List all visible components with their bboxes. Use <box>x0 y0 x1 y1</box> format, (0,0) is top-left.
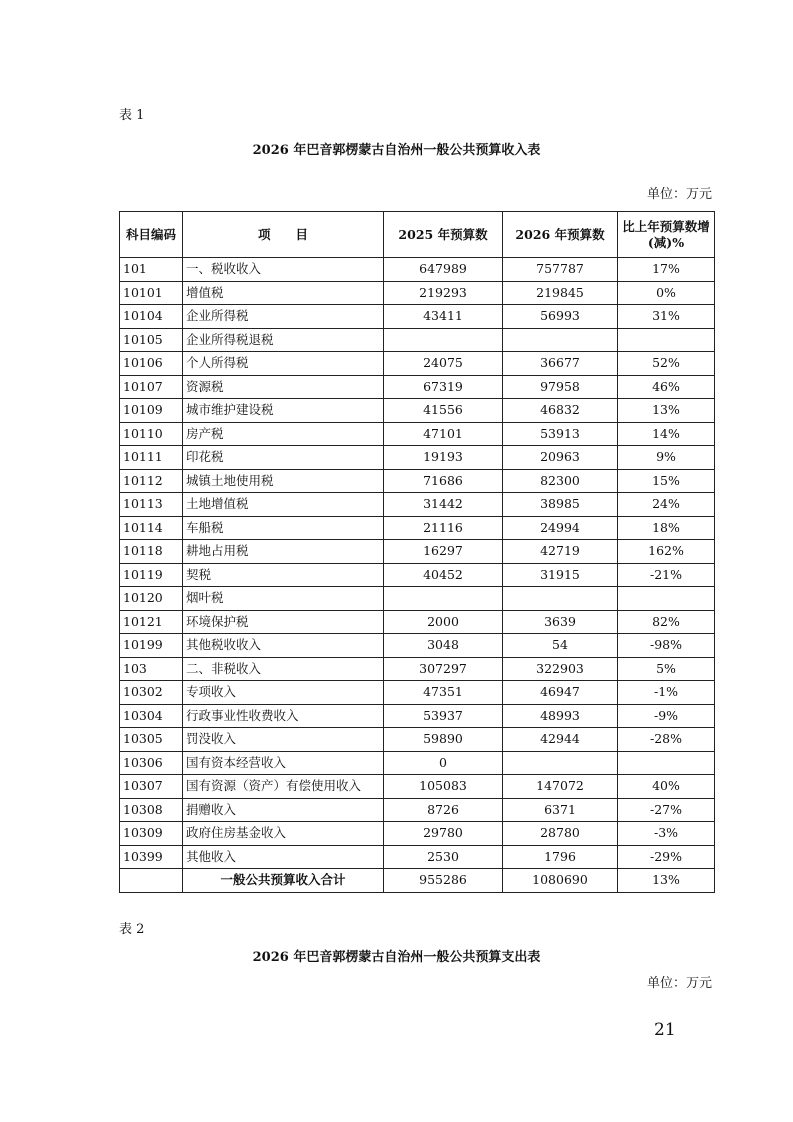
row-2026-value: 6371 <box>503 798 618 822</box>
row-code: 10305 <box>120 728 183 752</box>
table1-title: 2026 年巴音郭楞蒙古自治州一般公共预算收入表 <box>252 143 541 158</box>
row-2025-value: 0 <box>384 751 503 775</box>
table-row <box>120 399 715 423</box>
table-row <box>120 845 715 869</box>
table2-title: 2026 年巴音郭楞蒙古自治州一般公共预算支出表 <box>252 950 541 965</box>
table-row <box>120 305 715 329</box>
table2-label: 表 2 <box>119 922 145 937</box>
row-2026-value: 20963 <box>503 446 618 470</box>
row-2025-value: 53937 <box>384 704 503 728</box>
row-code: 10121 <box>120 610 183 634</box>
table-row <box>120 775 715 799</box>
row-item-name: 耕地占用税 <box>183 540 384 564</box>
row-code: 10307 <box>120 775 183 799</box>
row-code: 10302 <box>120 681 183 705</box>
row-item-name: 一、税收收入 <box>183 258 384 282</box>
row-item-name: 资源税 <box>183 375 384 399</box>
row-code: 10105 <box>120 328 183 352</box>
table-row <box>120 751 715 775</box>
row-code: 101 <box>120 258 183 282</box>
table-row <box>120 281 715 305</box>
row-change-pct: -3% <box>618 822 715 846</box>
row-2025-value: 59890 <box>384 728 503 752</box>
row-2025-value <box>384 587 503 611</box>
row-2025-value: 67319 <box>384 375 503 399</box>
row-2026-value: 53913 <box>503 422 618 446</box>
row-2025-value <box>384 328 503 352</box>
row-2026-value: 42719 <box>503 540 618 564</box>
header-change: 比上年预算数增(减)% <box>618 212 715 258</box>
row-item-name: 烟叶税 <box>183 587 384 611</box>
header-item: 项 目 <box>183 212 384 258</box>
row-change-pct: 31% <box>618 305 715 329</box>
table-row <box>120 798 715 822</box>
page-number: 21 <box>654 1020 676 1040</box>
row-2026-value: 1796 <box>503 845 618 869</box>
row-item-name: 政府住房基金收入 <box>183 822 384 846</box>
row-change-pct: 40% <box>618 775 715 799</box>
row-change-pct <box>618 751 715 775</box>
table-row <box>120 610 715 634</box>
row-2026-value: 322903 <box>503 657 618 681</box>
row-code: 10112 <box>120 469 183 493</box>
table-row <box>120 352 715 376</box>
row-change-pct: -29% <box>618 845 715 869</box>
row-item-name: 捐赠收入 <box>183 798 384 822</box>
row-2026-value: 147072 <box>503 775 618 799</box>
row-item-name: 增值税 <box>183 281 384 305</box>
row-2026-value: 82300 <box>503 469 618 493</box>
row-change-pct: 0% <box>618 281 715 305</box>
row-2025-value: 19193 <box>384 446 503 470</box>
row-change-pct: 14% <box>618 422 715 446</box>
table-row <box>120 681 715 705</box>
row-item-name: 行政事业性收费收入 <box>183 704 384 728</box>
header-2026: 2026 年预算数 <box>503 212 618 258</box>
row-code: 10306 <box>120 751 183 775</box>
table-row <box>120 258 715 282</box>
table-row <box>120 469 715 493</box>
row-item-name: 个人所得税 <box>183 352 384 376</box>
row-code: 10309 <box>120 822 183 846</box>
row-2025-value: 40452 <box>384 563 503 587</box>
row-item-name: 环境保护税 <box>183 610 384 634</box>
row-2025-value: 16297 <box>384 540 503 564</box>
row-code: 10399 <box>120 845 183 869</box>
row-2026-value: 48993 <box>503 704 618 728</box>
row-code: 10111 <box>120 446 183 470</box>
row-2026-value: 46947 <box>503 681 618 705</box>
row-2025-value: 41556 <box>384 399 503 423</box>
row-change-pct: -98% <box>618 634 715 658</box>
row-code: 10114 <box>120 516 183 540</box>
table-row <box>120 516 715 540</box>
row-code: 10106 <box>120 352 183 376</box>
table2-unit: 单位：万元 <box>646 976 712 991</box>
table-row <box>120 563 715 587</box>
row-code: 10110 <box>120 422 183 446</box>
row-code: 10113 <box>120 493 183 517</box>
row-2025-value: 647989 <box>384 258 503 282</box>
row-change-pct <box>618 587 715 611</box>
row-2026-value <box>503 328 618 352</box>
row-2025-value: 307297 <box>384 657 503 681</box>
row-2026-value: 219845 <box>503 281 618 305</box>
row-2026-value <box>503 587 618 611</box>
row-code: 10109 <box>120 399 183 423</box>
row-change-pct: -28% <box>618 728 715 752</box>
row-code: 103 <box>120 657 183 681</box>
row-2026-value <box>503 751 618 775</box>
row-2026-value: 42944 <box>503 728 618 752</box>
table1-label: 表 1 <box>119 108 145 123</box>
row-2025-value: 29780 <box>384 822 503 846</box>
row-2026-value: 46832 <box>503 399 618 423</box>
row-item-name: 国有资源（资产）有偿使用收入 <box>183 775 384 799</box>
row-2026-value: 31915 <box>503 563 618 587</box>
total-2025-value: 955286 <box>384 869 503 893</box>
table-row <box>120 704 715 728</box>
row-2026-value: 56993 <box>503 305 618 329</box>
revenue-table-body <box>120 258 715 893</box>
table-row <box>120 375 715 399</box>
table-total-row <box>120 869 715 893</box>
row-2026-value: 24994 <box>503 516 618 540</box>
row-change-pct: -9% <box>618 704 715 728</box>
total-code <box>120 869 183 893</box>
table-row <box>120 446 715 470</box>
row-change-pct: 5% <box>618 657 715 681</box>
row-item-name: 车船税 <box>183 516 384 540</box>
row-2025-value: 31442 <box>384 493 503 517</box>
row-2026-value: 28780 <box>503 822 618 846</box>
row-change-pct: 15% <box>618 469 715 493</box>
row-item-name: 城镇土地使用税 <box>183 469 384 493</box>
row-item-name: 印花税 <box>183 446 384 470</box>
row-2025-value: 2530 <box>384 845 503 869</box>
header-code: 科目编码 <box>120 212 183 258</box>
row-2025-value: 24075 <box>384 352 503 376</box>
row-change-pct: 52% <box>618 352 715 376</box>
row-change-pct: 17% <box>618 258 715 282</box>
row-change-pct: 24% <box>618 493 715 517</box>
revenue-table <box>119 211 715 893</box>
row-2025-value: 2000 <box>384 610 503 634</box>
row-item-name: 契税 <box>183 563 384 587</box>
row-code: 10118 <box>120 540 183 564</box>
row-code: 10119 <box>120 563 183 587</box>
table-row <box>120 422 715 446</box>
row-change-pct: -1% <box>618 681 715 705</box>
row-code: 10199 <box>120 634 183 658</box>
table-row <box>120 493 715 517</box>
header-2025: 2025 年预算数 <box>384 212 503 258</box>
row-item-name: 企业所得税 <box>183 305 384 329</box>
row-2025-value: 8726 <box>384 798 503 822</box>
row-change-pct: -27% <box>618 798 715 822</box>
row-2025-value: 219293 <box>384 281 503 305</box>
row-2025-value: 47351 <box>384 681 503 705</box>
row-code: 10304 <box>120 704 183 728</box>
row-2025-value: 3048 <box>384 634 503 658</box>
row-change-pct: 13% <box>618 399 715 423</box>
row-2026-value: 54 <box>503 634 618 658</box>
row-code: 10101 <box>120 281 183 305</box>
row-2025-value: 105083 <box>384 775 503 799</box>
table-header-row <box>120 212 715 258</box>
row-change-pct: 9% <box>618 446 715 470</box>
table-row <box>120 822 715 846</box>
row-2025-value: 47101 <box>384 422 503 446</box>
row-item-name: 房产税 <box>183 422 384 446</box>
row-2025-value: 43411 <box>384 305 503 329</box>
row-change-pct <box>618 328 715 352</box>
row-2025-value: 71686 <box>384 469 503 493</box>
total-2026-value: 1080690 <box>503 869 618 893</box>
row-code: 10107 <box>120 375 183 399</box>
row-2026-value: 3639 <box>503 610 618 634</box>
table-row <box>120 657 715 681</box>
row-code: 10120 <box>120 587 183 611</box>
row-2026-value: 97958 <box>503 375 618 399</box>
table1-unit: 单位：万元 <box>646 187 712 202</box>
total-label: 一般公共预算收入合计 <box>183 869 384 893</box>
row-item-name: 土地增值税 <box>183 493 384 517</box>
table-row <box>120 587 715 611</box>
row-item-name: 二、非税收入 <box>183 657 384 681</box>
row-code: 10104 <box>120 305 183 329</box>
row-2026-value: 757787 <box>503 258 618 282</box>
row-change-pct: 18% <box>618 516 715 540</box>
total-change-pct: 13% <box>618 869 715 893</box>
row-item-name: 国有资本经营收入 <box>183 751 384 775</box>
table-row <box>120 328 715 352</box>
row-item-name: 其他税收收入 <box>183 634 384 658</box>
row-item-name: 其他收入 <box>183 845 384 869</box>
row-change-pct: 162% <box>618 540 715 564</box>
row-2025-value: 21116 <box>384 516 503 540</box>
row-item-name: 罚没收入 <box>183 728 384 752</box>
row-change-pct: -21% <box>618 563 715 587</box>
row-change-pct: 46% <box>618 375 715 399</box>
row-item-name: 城市维护建设税 <box>183 399 384 423</box>
row-change-pct: 82% <box>618 610 715 634</box>
row-2026-value: 38985 <box>503 493 618 517</box>
row-2026-value: 36677 <box>503 352 618 376</box>
row-item-name: 企业所得税退税 <box>183 328 384 352</box>
table-row <box>120 540 715 564</box>
row-item-name: 专项收入 <box>183 681 384 705</box>
table-row <box>120 728 715 752</box>
table-row <box>120 634 715 658</box>
row-code: 10308 <box>120 798 183 822</box>
